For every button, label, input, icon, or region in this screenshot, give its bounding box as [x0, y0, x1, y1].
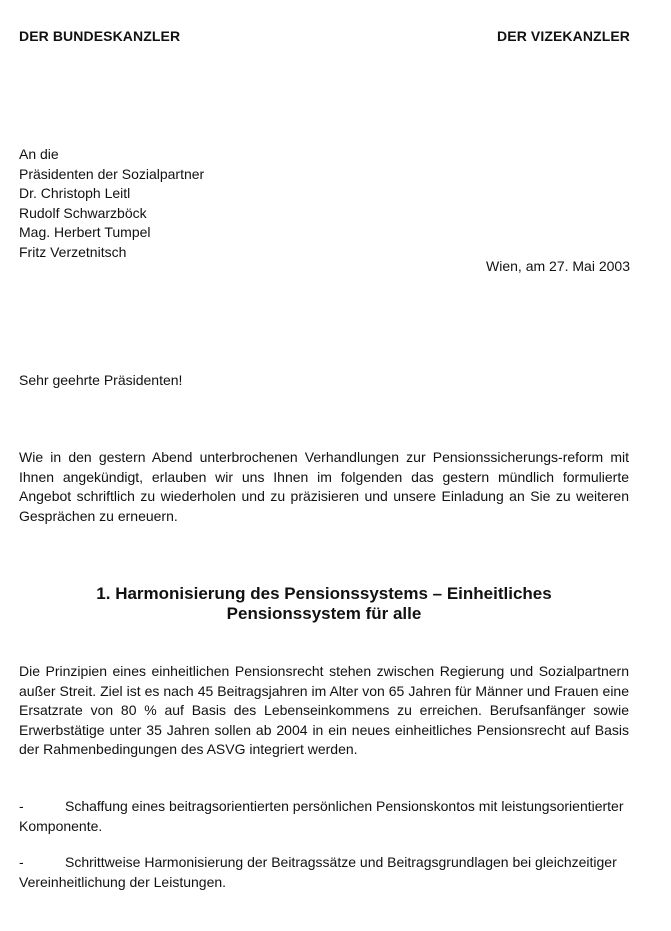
- recipient-line: Fritz Verzetnitsch: [19, 243, 127, 260]
- recipient-line: Präsidenten der Sozialpartner: [19, 165, 205, 182]
- salutation: Sehr geehrte Präsidenten!: [19, 372, 183, 388]
- recipient-line: An die: [19, 146, 59, 162]
- recipient-address-block: [19, 145, 204, 262]
- section-heading: [19, 584, 629, 623]
- section-heading-line: Pensionssystem für alle: [226, 603, 422, 623]
- recipient-line: Mag. Herbert Tumpel: [19, 224, 151, 240]
- recipient-line: Rudolf Schwarzböck: [19, 204, 147, 221]
- letterhead-right: DER VIZEKANZLER: [497, 28, 630, 44]
- bullet-item: [19, 853, 629, 892]
- bullet-item: [19, 797, 629, 836]
- dateline: Wien, am 27. Mai 2003: [486, 258, 630, 274]
- section-paragraph: Die Prinzipien eines einheitlichen Pensionsrecht stehen zwischen Regierung und Sozialpartnern außer Streit. Ziel ist es nach 45 Beitragsjahren im Alter von 65 Jahren für Männer und Frauen eine Ersatzrate von 80 % auf Basis des Lebenseinkommens zu erreichen. Berufsanfänger sowie Erwerbstätige unter 35 Jahren sollen ab 2004 in ein neues einheitliches Pensionsrecht auf Basis der Rahmenbedingungen des ASVG integriert werden.: [19, 663, 629, 757]
- bullet-marker: -: [19, 798, 24, 814]
- section-heading-line: 1. Harmonisierung des Pensionssystems – Einheitliches: [96, 584, 552, 603]
- letterhead-left: DER BUNDESKANZLER: [19, 28, 181, 44]
- bullet-text: Schaffung eines beitragsorientierten persönlichen Pensionskontos mit leistungsorientierter Komponente.: [19, 798, 624, 834]
- intro-paragraph: Wie in den gestern Abend unterbrochenen Verhandlungen zur Pensionssicherungs-reform mit Ihnen angekündigt, erlauben wir uns Ihnen im folgenden das gestern mündlich formulierte Angebot schriftlich zu wiederholen und zu präzisieren und unsere Einladung an Sie zu weiteren Gesprächen zu erneuern.: [19, 449, 629, 524]
- bullet-text: Schrittweise Harmonisierung der Beitragssätze und Beitragsgrundlagen bei gleichzeitiger Vereinheitlichung der Leistungen.: [19, 854, 617, 890]
- recipient-line: Dr. Christoph Leitl: [19, 185, 131, 201]
- bullet-marker: -: [19, 854, 24, 870]
